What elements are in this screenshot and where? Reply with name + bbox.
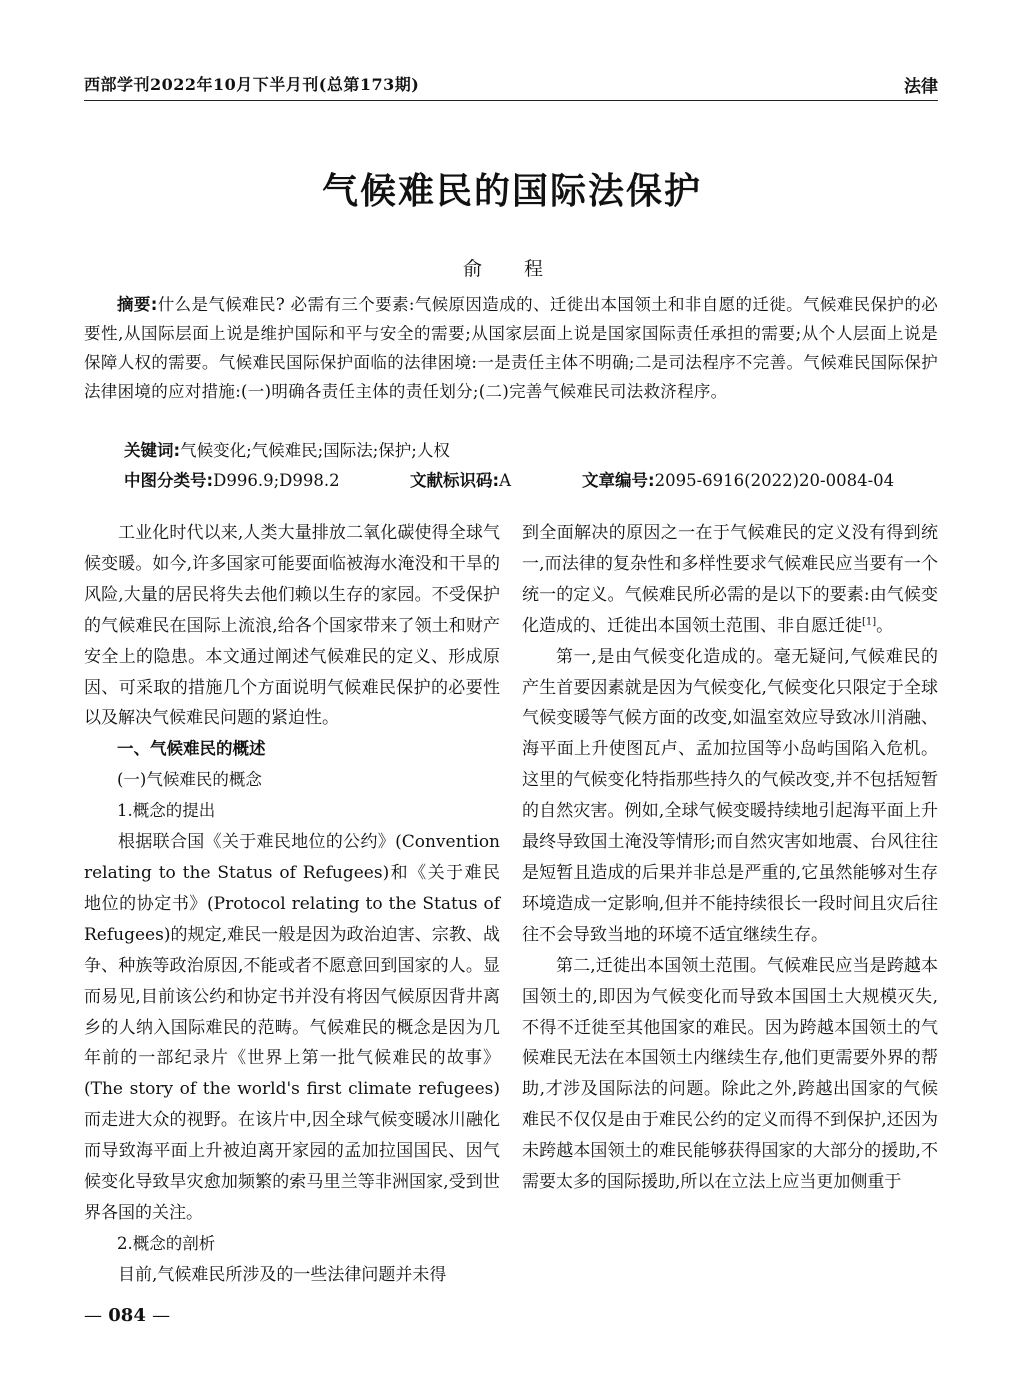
running-header bbox=[84, 70, 938, 101]
footer-dash-left: — bbox=[84, 1305, 102, 1326]
keywords-label: 关键词: bbox=[124, 441, 181, 460]
abstract bbox=[84, 290, 938, 406]
document-code-label: 文献标识码: bbox=[410, 471, 500, 490]
journal-issue: 西部学刊2022年10月下半月刊(总第173期) bbox=[84, 75, 420, 94]
abstract-text: 什么是气候难民? 必需有三个要素:气候原因造成的、迁徙出本国领土和非自愿的迁徙。气候难民保护的必要性,从国际层面上说是维护国际和平与安全的需要;从国家层面上说是国家国际责任承担的需要;从个人层面上说是保障人权的需要。气候难民国际保护面临的法律困境:一是责任主体不明确;二是司法程序不完善。气候难民国际保护法律困境的应对措施:(一)明确各责任主体的责任划分;(二)完善气候难民司法救济程序。 bbox=[84, 295, 938, 401]
paragraph-text: 到全面解决的原因之一在于气候难民的定义没有得到统一,而法律的复杂性和多样性要求气候难民应当要有一个统一的定义。气候难民所必需的是以下的要素:由气候变化造成的、迁徙出本国领土范围、非自愿迁徙 bbox=[522, 523, 938, 636]
paragraph-end: 。 bbox=[876, 615, 894, 636]
page-footer bbox=[84, 1305, 170, 1326]
citation-ref: [1] bbox=[862, 616, 877, 628]
clc-number bbox=[124, 466, 340, 495]
section-heading: 一、气候难民的概述 bbox=[117, 739, 266, 759]
article-title: 气候难民的国际法保护 bbox=[321, 170, 702, 212]
clc-value: D996.9;D998.2 bbox=[213, 471, 340, 490]
document-code bbox=[410, 466, 511, 495]
keywords-text: 气候变化;气候难民;国际法;保护;人权 bbox=[180, 441, 450, 460]
article-number bbox=[582, 466, 894, 495]
body-paragraph: 根据联合国《关于难民地位的公约》(Convention relating to the Status of Refugees)和《关于难民地位的协定书》(Protocol relating to the Status of Refugees)的规定,难民一般是因为政治迫害、宗教、战争、种族等政治原因,不能或者不愿意回到国家的人。显而易见,目前该公约和协定书并没有将因气候原因背井离乡的人纳入国际难民的范畴。气候难民的概念是因为几年前的一部纪录片《世界上第一批气候难民的故事》(The story of the world's first climate refugees)而走进大众的视野。在该片中,因全球气候变暖冰川融化而导致海平面上升被迫离开家园的孟加拉国国民、因气候变化导致旱灾愈加频繁的索马里兰等非洲国家,受到世界各国的关注。 bbox=[84, 832, 500, 1223]
body-paragraph: 第二,迁徙出本国领土范围。气候难民应当是跨越本国领土的,即因为气候变化而导致本国国土大规模灭失,不得不迁徙至其他国家的难民。因为跨越本国领土的气候难民无法在本国领土内继续生存,他们更需要外界的帮助,才涉及国际法的问题。除此之外,跨越出国家的气候难民不仅仅是由于难民公约的定义而得不到保护,还因为未跨越本国领土的难民能够获得国家的大部分的援助,不需要太多的国际援助,所以在立法上应当更加侧重于 bbox=[522, 955, 938, 1193]
body-paragraph: 工业化时代以来,人类大量排放二氧化碳使得全球气候变暖。如今,许多国家可能要面临被海水淹没和干旱的风险,大量的居民将失去他们赖以生存的家园。不受保护的气候难民在国际上流浪,给各个国家带来了领土和财产安全上的隐患。本文通过阐述气候难民的定义、形成原因、可采取的措施几个方面说明气候难民保护的必要性以及解决气候难民问题的紧迫性。 bbox=[84, 523, 500, 729]
article-number-value: 2095-6916(2022)20-0084-04 bbox=[654, 471, 895, 490]
right-column bbox=[522, 518, 938, 1198]
article-number-label: 文章编号: bbox=[582, 471, 655, 490]
clc-label: 中图分类号: bbox=[124, 471, 214, 490]
left-column bbox=[84, 518, 500, 1291]
body-paragraph-continued bbox=[522, 518, 938, 642]
sub-subsection-heading: 1.概念的提出 bbox=[117, 801, 216, 821]
body-paragraph: 目前,气候难民所涉及的一些法律问题并未得 bbox=[118, 1264, 447, 1285]
keywords bbox=[124, 436, 938, 465]
document-code-value: A bbox=[499, 471, 512, 490]
section-tag: 法律 bbox=[904, 77, 938, 97]
footer-dash-right: — bbox=[152, 1305, 171, 1326]
author: 俞 程 bbox=[462, 258, 562, 280]
subsection-heading: (一)气候难民的概念 bbox=[117, 770, 262, 790]
page-number: 084 bbox=[108, 1305, 146, 1326]
sub-subsection-heading: 2.概念的剖析 bbox=[117, 1233, 216, 1253]
body-paragraph: 第一,是由气候变化造成的。毫无疑问,气候难民的产生首要因素就是因为气候变化,气候变化只限定于全球气候变暖等气候方面的改变,如温室效应导致冰川消融、海平面上升使图瓦卢、孟加拉国等小岛屿国陷入危机。这里的气候变化特指那些持久的气候改变,并不包括短暂的自然灾害。例如,全球气候变暖持续地引起海平面上升最终导致国土淹没等情形;而自然灾害如地震、台风往往是短暂且造成的后果并非总是严重的,它虽然能够对生存环境造成一定影响,但并不能持续很长一段时间且灾后往往不会导致当地的环境不适宜继续生存。 bbox=[522, 646, 938, 945]
abstract-label: 摘要: bbox=[117, 295, 158, 314]
